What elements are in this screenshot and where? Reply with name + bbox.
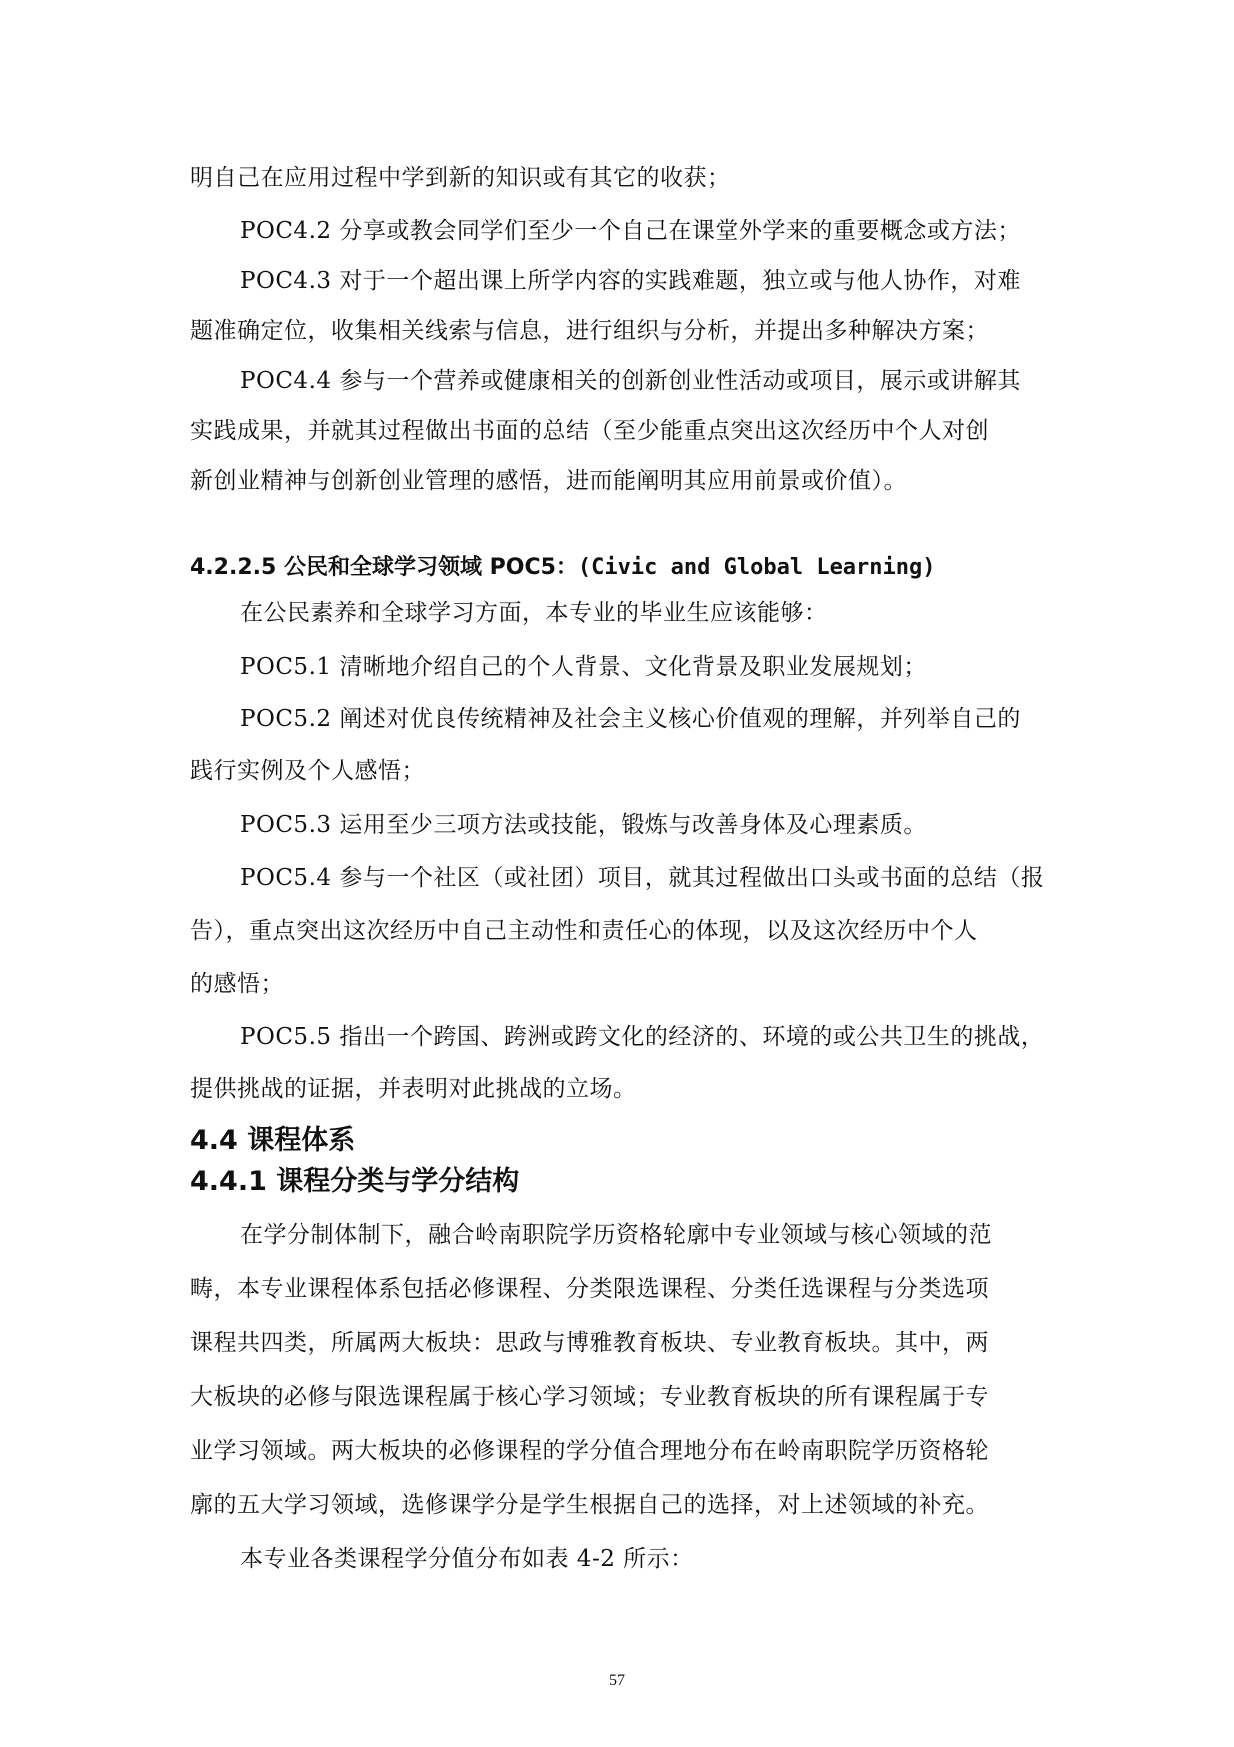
text-line-poc5-2: POC5.2 阐述对优良传统精神及社会主义核心价值观的理解，并列举自己的	[240, 706, 1021, 732]
text-line-poc5-4: POC5.4 参与一个社区（或社团）项目，就其过程做出口头或书面的总结（报	[240, 865, 1045, 891]
text-line: 课程共四类，所属两大板块：思政与博雅教育板块、专业教育板块。其中，两	[190, 1330, 989, 1356]
section-heading-en: (Civic and Global Learning)	[577, 555, 936, 580]
text-line: 提供挑战的证据，并表明对此挑战的立场。	[190, 1076, 637, 1102]
text-line-poc5-5: POC5.5 指出一个跨国、跨洲或跨文化的经济的、环境的或公共卫生的挑战，	[240, 1024, 1045, 1050]
section-heading-cn: 4.2.2.5 公民和全球学习领域 POC5：	[190, 555, 578, 580]
text-line-poc4-4: POC4.4 参与一个营养或健康相关的创新创业性活动或项目，展示或讲解其	[240, 368, 1021, 394]
page-number: 57	[609, 1672, 625, 1689]
text-line: 畴，本专业课程体系包括必修课程、分类限选课程、分类任选课程与分类选项	[190, 1276, 989, 1302]
text-line: 业学习领域。两大板块的必修课程的学分值合理地分布在岭南职院学历资格轮	[190, 1438, 989, 1464]
text-line: 在学分制体制下，融合岭南职院学历资格轮廓中专业领域与核心领域的范	[240, 1222, 992, 1248]
text-line: 明自己在应用过程中学到新的知识或有其它的收获；	[190, 165, 731, 191]
text-line: 大板块的必修与限选课程属于核心学习领域；专业教育板块的所有课程属于专	[190, 1384, 989, 1410]
text-line: 践行实例及个人感悟；	[190, 758, 425, 784]
text-line-poc5-1: POC5.1 清晰地介绍自己的个人背景、文化背景及职业发展规划；	[240, 654, 927, 680]
text-line: 实践成果，并就其过程做出书面的总结（至少能重点突出这次经历中个人对创	[190, 418, 989, 444]
text-line: 告），重点突出这次经历中自己主动性和责任心的体现，以及这次经历中个人	[190, 918, 978, 944]
heading-4-4-1: 4.4.1 课程分类与学分结构	[190, 1166, 520, 1197]
heading-4-4: 4.4 课程体系	[190, 1125, 356, 1156]
text-line: 题准确定位，收集相关线索与信息，进行组织与分析，并提出多种解决方案；	[190, 318, 989, 344]
text-line-poc5-3: POC5.3 运用至少三项方法或技能，锻炼与改善身体及心理素质。	[240, 812, 927, 838]
text-line-poc4-3: POC4.3 对于一个超出课上所学内容的实践难题，独立或与他人协作，对难	[240, 268, 1021, 294]
text-line: 的感悟；	[190, 971, 284, 997]
text-line: 新创业精神与创新创业管理的感悟，进而能阐明其应用前景或价值）。	[190, 468, 907, 494]
text-line: 在公民素养和全球学习方面，本专业的毕业生应该能够：	[240, 600, 828, 626]
text-line: 本专业各类课程学分值分布如表 4-2 所示：	[240, 1546, 694, 1572]
text-line-poc4-2: POC4.2 分享或教会同学们至少一个自己在课堂外学来的重要概念或方法；	[240, 218, 1021, 244]
text-line: 廓的五大学习领域，选修课学分是学生根据自己的选择，对上述领域的补充。	[190, 1492, 989, 1518]
section-heading-4-2-2-5	[190, 550, 936, 581]
